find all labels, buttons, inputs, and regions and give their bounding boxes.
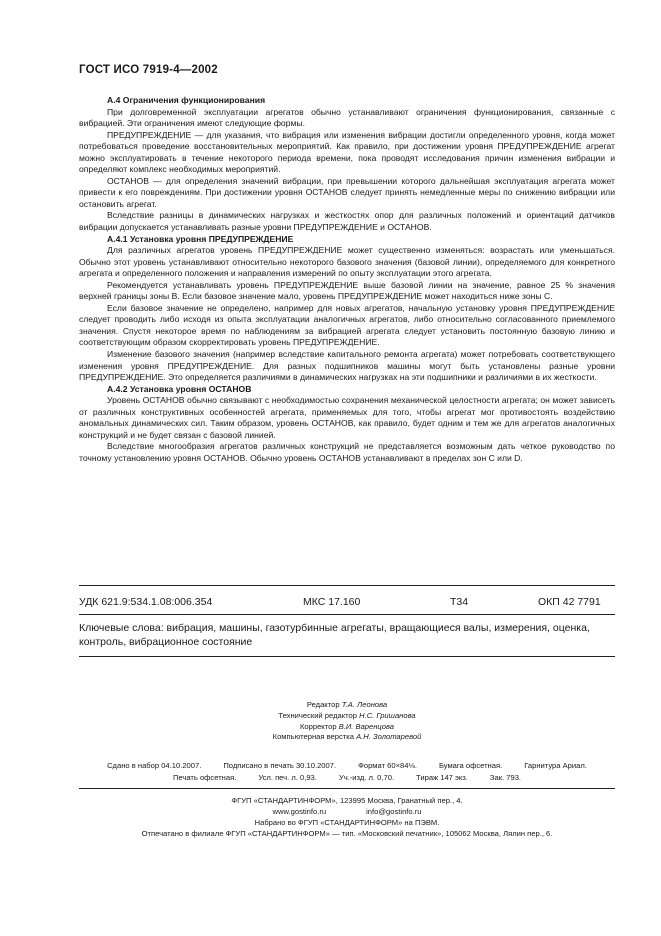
publisher-address: ФГУП «СТАНДАРТИНФОРМ», 123995 Москва, Гранатный пер., 4.: [231, 796, 463, 805]
publisher-contacts: [79, 806, 615, 817]
paragraph: Если базовое значение не определено, например для новых агрегатов, начальную установку уровня ПРЕДУПРЕЖДЕНИЕ следует проводить либо исходя из опыта эксплуатации аналогичных агрегатов, либо относительно согласованного приемлемого значения. Спустя некоторое время по наблюдениям за вибрацией агрегата следует установить постоянную базовую линию и соответствующим образом скорректировать уровень ПРЕДУПРЕЖДЕНИЕ.: [79, 302, 615, 348]
divider-publisher: [79, 788, 615, 789]
publisher-web[interactable]: www.gostinfo.ru: [272, 807, 327, 816]
divider-mid: [79, 614, 615, 615]
paragraph: Для различных агрегатов уровень ПРЕДУПРЕЖДЕНИЕ может существенно изменяться: возрастать или уменьшаться. Обычно этот уровень устанавливают относительно некоторого базового значения (базовой линии), определяемого для конкретного агрегата и определенного положения и направления измерений по опыту эксплуатации этого агрегата.: [79, 245, 615, 279]
paragraph: Изменение базового значения (например вследствие капитального ремонта агрегата) может потребовать соответствующего изменения уровня ПРЕДУПРЕЖДЕНИЕ. Для разных подшипников машины могут быть установлены разные уровни ПРЕДУПРЕЖДЕНИЕ. Это определяется различиями в динамических нагрузках на эти подшипники и различиями в их жесткости.: [79, 349, 615, 383]
section-a4-heading: [79, 95, 615, 107]
paragraph: При долговременной эксплуатации агрегатов обычно устанавливают ограничения функционирования, связанные с вибрацией. Эти ограничения имеют следующие формы.: [79, 106, 615, 129]
section-title: Ограничения функционирования: [122, 95, 266, 105]
credit-editor: Редактор Т.А. Леонова: [306, 700, 388, 709]
credit-tech-editor: Технический редактор Н.С. Гришанова: [278, 710, 416, 720]
paragraph: Рекомендуется устанавливать уровень ПРЕДУПРЕЖДЕНИЕ выше базовой линии на значение, равное 25 % значения верхней границы зоны В. Если базовое значение мало, уровень ПРЕДУПРЕЖДЕНИЕ может находиться ниже зоны С.: [79, 279, 615, 302]
publisher-typeset: Набрано во ФГУП «СТАНДАРТИНФОРМ» на ПЭВМ.: [254, 818, 440, 827]
section-title: Установка уровня ОСТАНОВ: [129, 383, 252, 394]
credit-proofreader: Корректор В.И. Варенцова: [299, 721, 395, 731]
divider-bottom: [79, 656, 615, 657]
main-text: [79, 95, 615, 465]
section-number: А.4.2: [107, 383, 128, 394]
document-code: ГОСТ ИСО 7919-4—2002: [79, 64, 218, 76]
section-number: А.4.1: [107, 233, 128, 244]
publisher-printed: Отпечатано в филиале ФГУП «СТАНДАРТИНФОРМ» — тип. «Московский печатник», 105062 Москва, Лялин пер., 6.: [141, 829, 553, 838]
classification-row: [79, 596, 615, 610]
section-title: Установка уровня ПРЕДУПРЕЖДЕНИЕ: [129, 233, 294, 244]
paragraph: ПРЕДУПРЕЖДЕНИЕ — для указания, что вибрация или изменения вибрации достигли определенного уровня, когда может потребоваться проведение восстановительных мероприятий. Как правило, при достижении уровня ПРЕДУПРЕЖДЕНИЕ агрегат можно эксплуатировать в течение некоторого периода времени, пока проводят исследования причин изменения вибрации и определяют комплекс необходимых мероприятий.: [79, 129, 615, 175]
publisher-email[interactable]: info@gostinfo.ru: [366, 807, 422, 816]
imprint-block: [79, 760, 615, 784]
section-a42-heading: [79, 384, 615, 396]
divider-top: [79, 585, 615, 586]
paragraph: Уровень ОСТАНОВ обычно связывают с необходимостью сохранения механической целостности агрегата; он может зависеть от различных конструктивных особенностей агрегата, применяемых для того, чтобы агрегат мог противостоять воздействию аномальных динамических сил. Таким образом, уровень ОСТАНОВ, как правило, будет одним и тем же для агрегатов аналогичных конструкций и не будет связан с базовой линией.: [79, 395, 615, 440]
credit-layout: Компьютерная верстка А.Н. Золотаревой: [272, 732, 422, 742]
okp-code: ОКП 42 7791: [538, 596, 601, 608]
publisher-block: [79, 795, 615, 839]
paragraph: Вследствие многообразия агрегатов различных конструкций не представляется возможным дать четкое руководство по точному установлению уровня ОСТАНОВ. Обычно уровень ОСТАНОВ устанавливают в пределах зон С или D.: [79, 441, 615, 463]
imprint-row-1: Сдано в набор 04.10.2007. Подписано в печать 30.10.2007. Формат 60×84⅛. Бумага офсетная. Гарнитура Ариал.: [107, 761, 587, 770]
credits-block: [79, 700, 615, 743]
section-a41-heading: [79, 234, 615, 246]
paragraph: ОСТАНОВ — для определения значений вибрации, при превышении которого дальнейшая эксплуатация агрегата может привести к его повреждениям. При достижении уровня ОСТАНОВ следует принять немедленные меры по снижению вибрации или остановить агрегат.: [79, 175, 615, 209]
keywords: Ключевые слова: вибрация, машины, газотурбинные агрегаты, вращающиеся валы, измерения, оценка, контроль, вибрационное состояние: [79, 622, 590, 648]
t-code: Т34: [450, 596, 469, 608]
section-number: А.4: [107, 95, 121, 105]
imprint-row-2: Печать офсетная. Усл. печ. л. 0,93. Уч.-изд. л. 0,70. Тираж 147 экз. Зак. 793.: [172, 773, 522, 782]
udk-code: УДК 621.9:534.1.08:006.354: [79, 596, 213, 608]
mks-code: МКС 17.160: [303, 596, 361, 608]
paragraph: Вследствие разницы в динамических нагрузках и жесткостях опор для различных положений и ориентаций датчиков вибрации допускается устанавливать разные уровни ПРЕДУПРЕЖДЕНИЕ и ОСТАНОВ.: [79, 210, 615, 233]
